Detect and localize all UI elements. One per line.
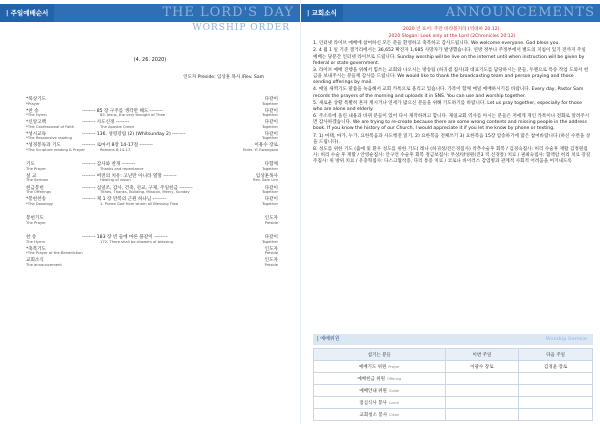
announcement-item: 4. 매일 새벽기도 말씀을 녹음해서 교회 카톡으로 올리고 있습니다. 가족이 함께 매일 예배하시기를 바랍니다. Every day, Pastor Sam records the prayers of the morning and uploads it in SNS. You can use and worship together.: [313, 87, 584, 99]
right-header-title: ANNOUNCEMENTS: [445, 5, 595, 20]
schedule-table: [313, 348, 593, 421]
order-item-detail: -------- 버전의 치유: 고난만 아니라 열망 --------: [82, 173, 177, 179]
schedule-role: 예배헌금 위원: [357, 376, 385, 382]
order-list: [26, 96, 278, 269]
schedule-role: 점심식사 봉사: [359, 400, 387, 406]
order-item-leader: 다같이: [264, 120, 278, 126]
order-item-name: *묵상기도: [26, 97, 47, 102]
announcement-item: 5. 새로운 상황 특별히 혼자 계시거나 연세가 많으신 분들을 위해 기도하기를 바랍니다. Let us pray together, especially for those who are alone and elderly.: [313, 100, 582, 112]
order-item-leader: 임상훈목사: [255, 173, 278, 179]
order-item-leader-en: Rev. Sam Lim: [253, 178, 278, 183]
order-item-name: 기도: [26, 162, 35, 168]
schedule-row: [314, 373, 593, 385]
order-item: [26, 257, 278, 268]
schedule-this-week: 이광수 장로: [445, 361, 519, 373]
order-item-detail: -------- 십일조, 감사, 건축, 선교, 구제, 주일헌금 --------: [82, 185, 193, 191]
order-item: [26, 246, 278, 257]
order-item-leader: 다같이: [264, 185, 278, 191]
schedule-this-week: [445, 409, 519, 421]
order-item-name: 봉헌기도: [26, 216, 44, 222]
order-item-detail-en: 172. There shall be showers of blessing: [100, 239, 173, 244]
order-item-leader-en: Preside: [264, 251, 278, 256]
order-item: [26, 119, 278, 130]
order-item-leader-en: Together: [261, 190, 278, 195]
order-item: [26, 173, 278, 184]
worship-order-subtitle: WORSHIP ORDER: [192, 23, 290, 33]
worship-service-schedule: [313, 334, 593, 421]
order-item-name-en: The Hymn: [26, 239, 45, 244]
presider-line: 인도자 Preside: 임상훈 목사 /Rev. Sam: [183, 75, 264, 80]
order-item-detail-en: Tithes, Thanks, Building, Mission, Mercy, Sunday: [100, 190, 190, 195]
order-item-name: *성시교독: [26, 131, 47, 137]
announcement-item: 3. 라이브 예배 진행을 위해서 힘쓰는 교회와 나오시는 방송팀 (하귀셈 집사)과 대표기도를 담당하시는 분들, 두렌으로 특송 작업 도와서 헌금을 보내주시는 분들께 감사를 드립니다. We would like to thank the broadcasting team and person praying and those sending offerings by mail.: [313, 67, 589, 86]
schedule-role-en: Clean: [389, 412, 399, 417]
left-header-bar: [0, 4, 300, 22]
slogan-english: 2020 Slogan: Look only at the Lord (2Chronicles 20:12): [388, 34, 516, 40]
order-item-leader-en: Together: [261, 201, 278, 206]
announcement-item: 7. 1) 마태, 마가, 누가, 요한복음과 사도행전 읽기, 2) 요한복음 전체쓰기 3) 요한복음 15장 암송하기에 많은 참여바랍니다 (하신 수면을 상을 드립니다).: [313, 133, 591, 145]
order-item-leader-en: Together: [261, 124, 278, 129]
announcement-item: 2. 4 월 1 일 기준 캘거리에서는 36,652 확진자 1,685 사망자가 발생했습니다. 연방 정부나 주정부에서 별도의 지침이 있기 전까지 주일 예배는 당분간 인터넷 라이브로 드립니다. Sunday worship will be live on the internet until when instruction will be given by federal or state government.: [313, 48, 586, 66]
order-item-name-en: The Prayer: [26, 166, 46, 171]
order-item-leader: 다같이: [264, 108, 278, 114]
order-item-detail-en: The Apostle Creed: [100, 124, 134, 129]
order-item-detail-en: Thanks and repentance: [100, 166, 144, 171]
order-item-name: 찬 송: [26, 235, 37, 241]
order-item-leader: 다같이: [264, 97, 278, 102]
order-item-leader-en: Together: [261, 166, 278, 171]
order-item-leader-en: Together: [261, 239, 278, 244]
order-item-name: *봉헌찬송: [26, 197, 47, 203]
schedule-role: 교회청소 봉사: [359, 412, 388, 418]
schedule-title-bar: [313, 334, 593, 345]
slogan-korean: 2020 년 표어: 주만 바라볼지라 (역대하 20:12).: [403, 27, 501, 32]
announcements-page: [300, 0, 600, 424]
schedule-title-en: Worship Service: [545, 336, 587, 342]
order-item: [26, 161, 278, 172]
order-item-leader-en: Elder. Yi Gwangsoo: [242, 147, 278, 152]
schedule-title: | 예배위원: [317, 336, 340, 342]
left-header-title: THE LORD'S DAY: [162, 5, 294, 20]
order-item-detail: -------- 로마서 8장 14-17절 --------: [82, 143, 153, 149]
order-item-detail-en: 85. Jesus, the very thought of Thee: [100, 113, 165, 118]
order-item-name: 교회소식: [26, 258, 44, 264]
schedule-role-en: Lunch: [388, 400, 400, 405]
schedule-next-week: 김경윤 장로: [519, 361, 593, 373]
order-item-name-en: *The Hymn: [26, 113, 47, 118]
order-item-leader: 다같이: [264, 131, 278, 137]
order-item-name-en: *The Scripture reading & Prayer: [26, 147, 85, 152]
schedule-next-week: [519, 373, 593, 385]
order-item-name-en: *Prayer: [26, 101, 40, 106]
schedule-next-week: [519, 409, 593, 421]
order-item: [26, 108, 278, 119]
order-item-leader: 다함께: [264, 162, 278, 168]
schedule-role-cell: [314, 385, 446, 397]
right-header-bar: [301, 4, 600, 22]
order-item-detail-en: Romans 8:14-17: [100, 147, 131, 152]
order-item-name-en: *The Doxology: [26, 201, 53, 206]
order-item-name: *축복기도: [26, 246, 47, 252]
announcement-item: 6. 주소록에 올린 내용과 바뀌 분들이 있어 다시 제작하려고 합니다. 제일교회 역사를 아시는 분들은 저에게 개인 카톡이나 전화로 알려주시면 감사하겠습니다. We are trying to re-create because there are some wrong contents and missing people in the address book. If you know the history of our Church, I would appreciate it if you let me know by phone or texting.: [313, 114, 590, 132]
order-item-name-en: The Offerings: [26, 190, 51, 195]
schedule-this-week: [445, 373, 519, 385]
order-item-name: *찬 송: [26, 108, 39, 114]
schedule-row: [314, 409, 593, 421]
order-item-leader: 인도자: [264, 246, 278, 252]
schedule-this-week: [445, 385, 519, 397]
order-item: [26, 142, 278, 153]
schedule-role-cell: [314, 409, 446, 421]
order-item-name-en: *The Responsive reading: [26, 136, 72, 141]
schedule-role: 예배안내 위원: [359, 388, 387, 394]
service-date: (4. 26. 2020): [133, 57, 167, 63]
schedule-role-cell: [314, 373, 446, 385]
announcement-list: [313, 41, 591, 165]
order-item-leader: 인도자: [264, 258, 278, 264]
order-item-detail: -------- 제 1 장 만복의 근원 하나님 --------: [82, 197, 167, 203]
order-item-detail: -------- 사도신경 --------: [82, 120, 130, 126]
order-item-leader-en: Together: [261, 101, 278, 106]
schedule-role: 예배기도 위원: [358, 364, 387, 370]
order-item-name-en: The Sermon: [26, 178, 49, 183]
order-item-leader: 다같이: [264, 197, 278, 203]
order-item: [26, 185, 278, 196]
order-item-detail: -------- 85 장 구주를 생각만 해도 --------: [82, 108, 164, 114]
schedule-role-en: Guide: [388, 388, 400, 393]
order-item: [26, 196, 278, 207]
order-item-detail: -------- 감사와 찬개 --------: [82, 162, 136, 168]
order-item-detail: -------- 136. 성령강림 (2) (Whitsunday 2) --------: [82, 131, 186, 137]
order-item-leader: 인도자: [264, 216, 278, 222]
schedule-role-cell: [314, 361, 446, 373]
schedule-row: [314, 361, 593, 373]
order-item-leader: 다같이: [264, 235, 278, 241]
order-item-name: *신앙고백: [26, 120, 47, 126]
schedule-role-en: Prayer: [388, 364, 400, 369]
announcement-item: 8. 성도를 위한 기도 (출애 및 환우 성도를 위한 기도) 레나 (하귀성/진은경집사) 착추수술후 회복 / 김경숙집사: 허리 수술후 재활 김정원집사: 허리 수술 후 재활 / 안영순집사: 안구언 수술후 회복 정금보집사: 무상/양성원(진3 직 신경통) 치료 / 권최숙집사: 혈액암 허리 치료 강길주집사: 위 방위 치료 / 유충혁집사: 다스크협착증, 다리 통증 치료 / 코로나 바이러스 감염병과 관계적 사회적 어려움을 여겨내도록: [313, 147, 591, 165]
schedule-next-week: [519, 385, 593, 397]
schedule-header-cell: 섬기는 분들: [314, 349, 446, 361]
order-item-name-en: The Prayer: [26, 220, 46, 225]
order-item-leader-en: Preside: [264, 220, 278, 225]
order-item-leader: 이용수 장로: [254, 143, 278, 149]
order-item: [26, 131, 278, 142]
schedule-header-cell: 다음 주일: [519, 349, 593, 361]
order-item-name-en: The announcement: [26, 262, 62, 267]
schedule-header-cell: 이번 주일: [445, 349, 519, 361]
order-item-detail-en: Healing of vision: [100, 178, 131, 183]
schedule-this-week: [445, 397, 519, 409]
order-item-name-en: *The Prayer of the Benediction: [26, 251, 83, 256]
order-item-name: 설 교: [26, 173, 37, 179]
order-item-detail: -------- 183 장 빈 들에 마른 풀같이 --------: [82, 235, 168, 241]
order-item-leader-en: Together: [261, 113, 278, 118]
schedule-role-cell: [314, 397, 446, 409]
schedule-next-week: [519, 397, 593, 409]
schedule-role-en: Offering: [386, 376, 402, 381]
order-item-detail-en: 1. Praise God from whom all Blessing Flow: [100, 201, 179, 206]
announcements-body: [313, 27, 591, 166]
order-item-name-en: *The Confessional of Faith: [26, 124, 75, 129]
schedule-row: [314, 397, 593, 409]
right-section-tab: | 교회소식: [301, 4, 343, 22]
order-item-leader-en: Preside: [264, 262, 278, 267]
order-item-name: 헌금봉헌: [26, 185, 44, 191]
order-item-leader-en: Together: [261, 136, 278, 141]
order-item-name: *성경봉독과 기도: [26, 143, 61, 149]
order-item: [26, 215, 278, 226]
left-section-tab: | 주일예배순서: [0, 4, 54, 22]
schedule-header-row: [314, 349, 593, 361]
order-item: [26, 234, 278, 245]
order-item: [26, 96, 278, 107]
schedule-row: [314, 385, 593, 397]
announcement-item: 1. 인터넷 라이브 예배에 참여하신 모든 분들 환영하고 축복하고 감사드립니다. We welcome everyone. God bless you.: [313, 41, 560, 47]
